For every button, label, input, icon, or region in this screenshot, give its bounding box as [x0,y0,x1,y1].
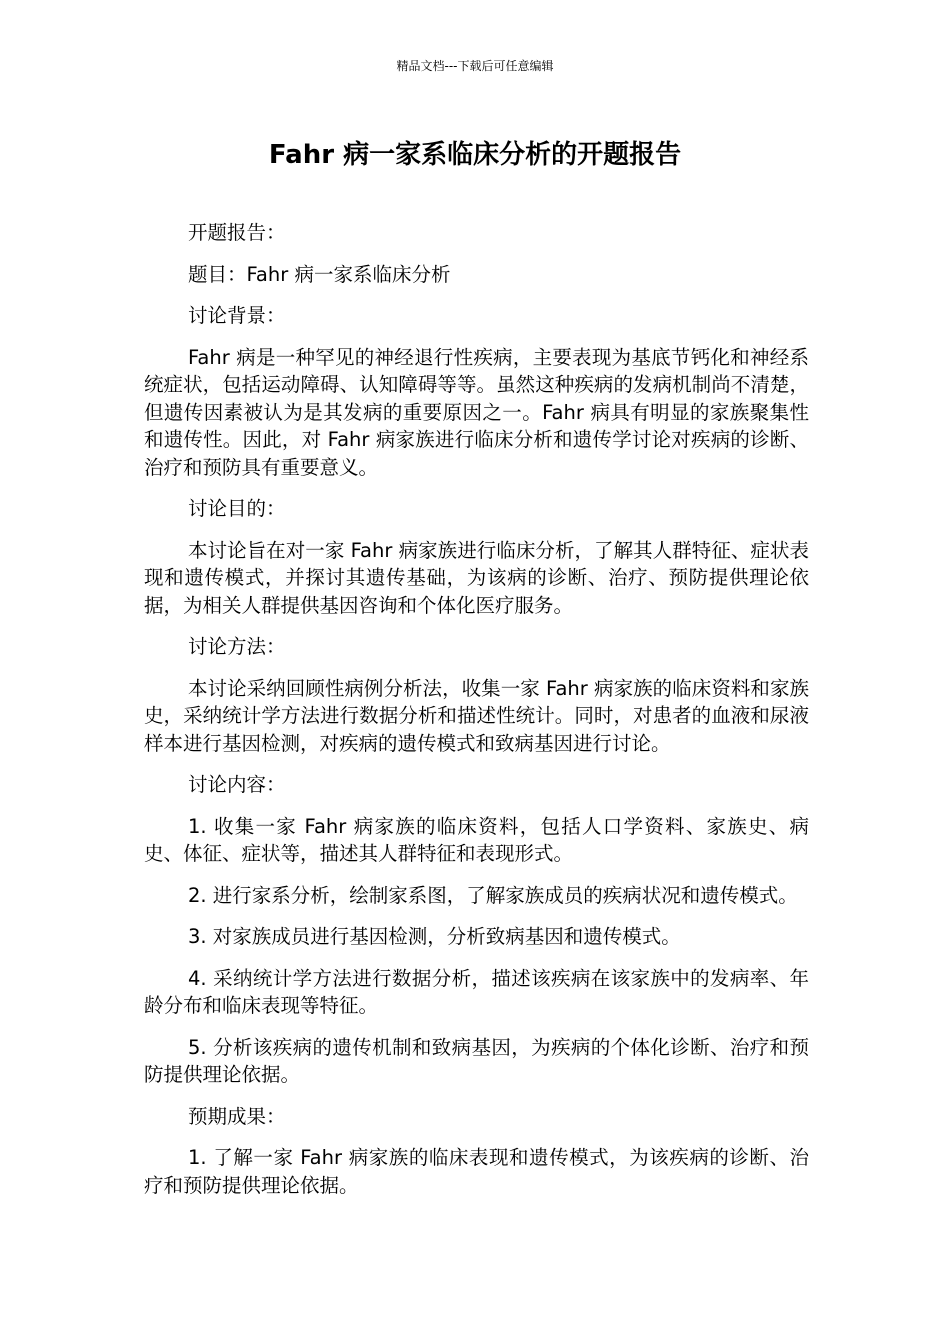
paragraph-background-heading: 讨论背景： [188,304,286,327]
header-note: 精品文档---下载后可任意编辑 [396,59,554,73]
document-title: Fahr 病一家系临床分析的开题报告 [268,140,682,170]
paragraph-report-label: 开题报告： [188,221,286,244]
paragraph-purpose-text: 本讨论旨在对一家 Fahr 病家族进行临床分析，了解其人群特征、症状表现和遗传模式，并探讨其遗传基础，为该病的诊断、治疗、预防提供理论依据，为相关人群提供基因咨询和个体化医疗服务。 [144,538,809,617]
paragraph-content-item-3: 3. 对家族成员进行基因检测，分析致病基因和遗传模式。 [188,925,681,948]
paragraph-outcome-heading: 预期成果： [188,1104,286,1128]
paragraph-purpose-heading: 讨论目的： [188,497,286,520]
paragraph-topic: 题目：Fahr 病一家系临床分析 [188,262,451,286]
paragraph-background-text: Fahr 病是一种罕见的神经退行性疾病，主要表现为基底节钙化和神经系统症状，包括运动障碍、认知障碍等等。虽然这种疾病的发病机制尚不清楚，但遗传因素被认为是其发病的重要原因之一。Fahr 病具有明显的家族聚集性和遗传性。因此，对 Fahr 病家族进行临床分析和遗传学讨论对疾病的诊断、治疗和预防具有重要意义。 [144,345,809,479]
paragraph-content-item-4: 4. 采纳统计学方法进行数据分析，描述该疾病在该家族中的发病率、年龄分布和临床表现等特征。 [144,966,809,1017]
paragraph-content-heading: 讨论内容： [188,773,286,796]
paragraph-outcome-item-1: 1. 了解一家 Fahr 病家族的临床表现和遗传模式，为该疾病的诊断、治疗和预防提供理论依据。 [144,1146,809,1197]
document-body [144,219,809,1213]
paragraph-method-text: 本讨论采纳回顾性病例分析法，收集一家 Fahr 病家族的临床资料和家族史，采纳统计学方法进行数据分析和描述性统计。同时，对患者的血液和尿液样本进行基因检测，对疾病的遗传模式和致病基因进行讨论。 [144,676,809,755]
paragraph-content-item-5: 5. 分析该疾病的遗传机制和致病基因，为疾病的个体化诊断、治疗和预防提供理论依据。 [144,1035,809,1086]
paragraph-method-heading: 讨论方法： [188,635,286,658]
paragraph-content-item-1: 1. 收集一家 Fahr 病家族的临床资料，包括人口学资料、家族史、病史、体征、症状等，描述其人群特征和表现形式。 [144,814,809,865]
paragraph-content-item-2: 2. 进行家系分析，绘制家系图，了解家族成员的疾病状况和遗传模式。 [188,883,798,907]
